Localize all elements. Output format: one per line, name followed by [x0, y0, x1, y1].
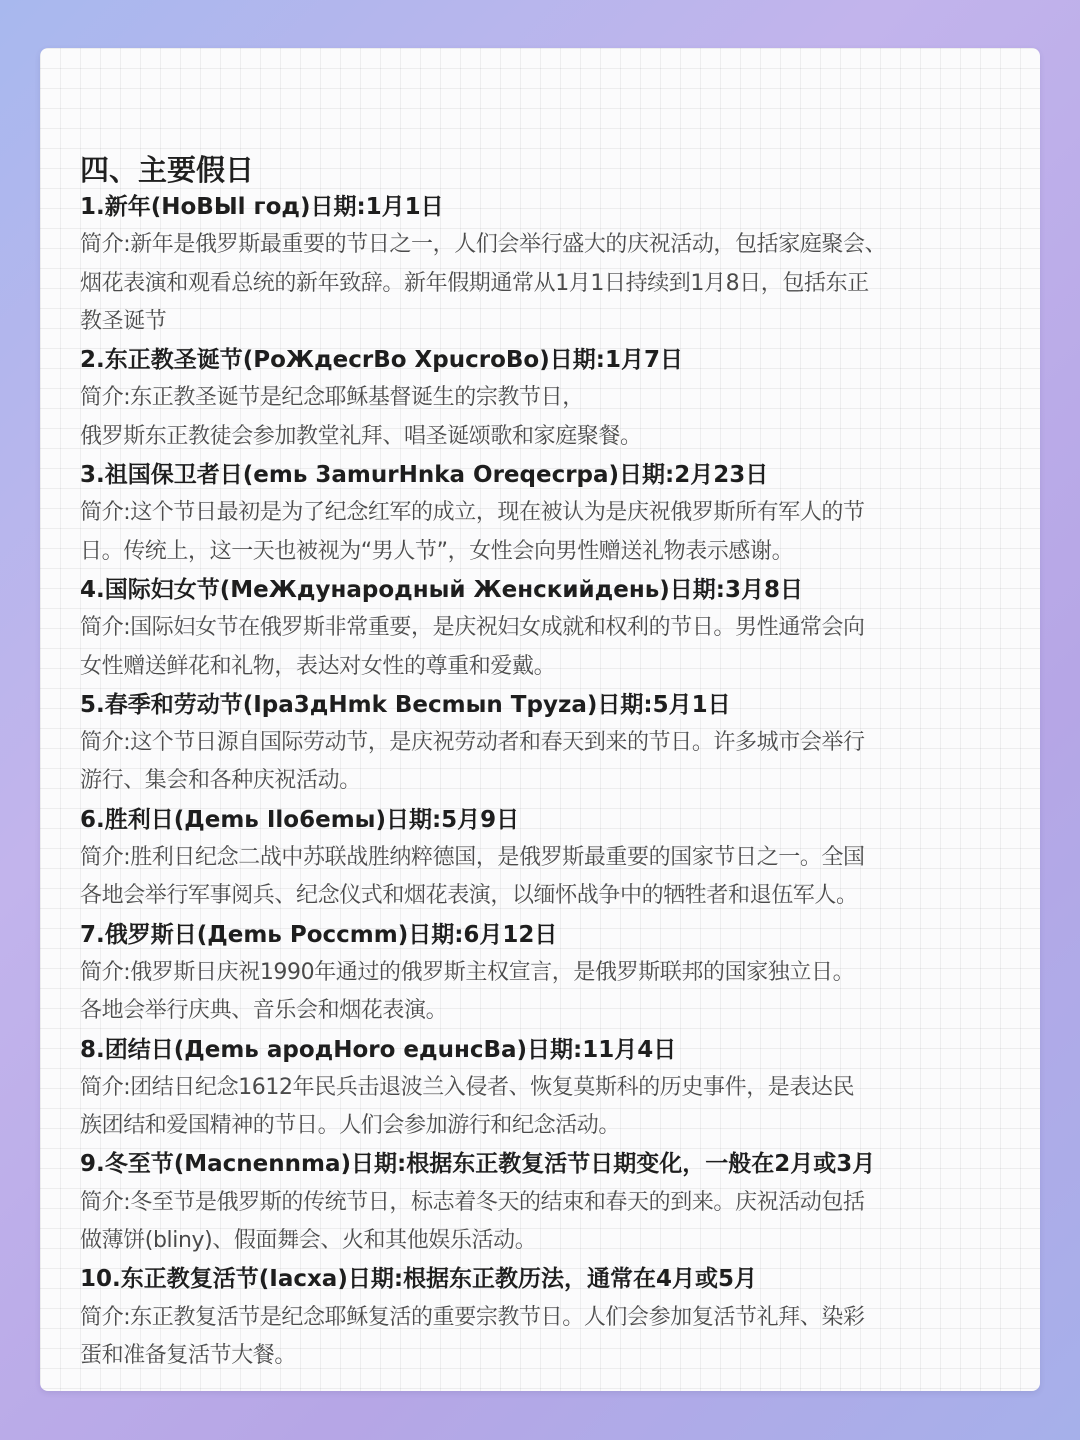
holiday-title: 5.春季和劳动节(Ipa3дHmk Becmыn Tpyza)日期:5月1日	[80, 691, 731, 718]
description-line: 简介:东正教复活节是纪念耶稣复活的重要宗教节日。人们会参加复活节礼拜、染彩	[80, 1304, 865, 1330]
description-line: 各地会举行军事阅兵、纪念仪式和烟花表演，以缅怀战争中的牺牲者和退伍军人。	[80, 883, 858, 909]
holiday-item-3	[80, 456, 1000, 571]
description-line: 游行、集会和各种庆祝活动。	[80, 768, 361, 794]
description-line: 教圣诞节	[80, 308, 167, 334]
holiday-title: 8.团结日(Деmь apoдHoro eдuнcBa)日期:11月4日	[80, 1036, 677, 1063]
description-line: 蛋和准备复活节大餐。	[80, 1342, 297, 1368]
holiday-item-6	[80, 801, 1000, 916]
holiday-description	[80, 226, 1000, 341]
holiday-item-5	[80, 686, 1000, 801]
description-line: 简介:俄罗斯日庆祝1990年通过的俄罗斯主权宣言，是俄罗斯联邦的国家独立日。	[80, 959, 855, 985]
description-line: 简介:国际妇女节在俄罗斯非常重要，是庆祝妇女成就和权利的节日。男性通常会向	[80, 615, 865, 641]
holiday-description	[80, 839, 1000, 916]
holiday-title: 2.东正教圣诞节(PoЖдecrBo XpucroBo)日期:1月7日	[80, 347, 683, 374]
holiday-title: 4.国际妇女节(MeЖдународный Женскийдень)日期:3月8日	[80, 576, 803, 603]
holiday-item-9	[80, 1145, 1000, 1260]
holiday-title: 9.冬至节(Macnennma)日期:根据东正教复活节日期变化，一般在2月或3月	[80, 1151, 876, 1178]
holiday-item-7	[80, 916, 1000, 1031]
description-line: 各地会举行庆典、音乐会和烟花表演。	[80, 998, 448, 1024]
holiday-description	[80, 494, 1000, 571]
holiday-description	[80, 1299, 1000, 1376]
section-heading: 四、主要假日	[80, 153, 255, 187]
description-line: 简介:冬至节是俄罗斯的传统节日，标志着冬天的结束和春天的到来。庆祝活动包括	[80, 1189, 865, 1215]
description-line: 烟花表演和观看总统的新年致辞。新年假期通常从1月1日持续到1月8日，包括东正	[80, 270, 869, 296]
content-card	[40, 48, 1040, 1391]
holiday-item-4	[80, 571, 1000, 686]
holiday-description	[80, 1069, 1000, 1146]
holiday-title: 7.俄罗斯日(Деmь Poccmm)日期:6月12日	[80, 921, 558, 948]
description-line: 简介:胜利日纪念二战中苏联战胜纳粹德国，是俄罗斯最重要的国家节日之一。全国	[80, 845, 865, 871]
holiday-description	[80, 379, 1000, 456]
holiday-item-2	[80, 341, 1000, 456]
description-line: 女性赠送鲜花和礼物，表达对女性的尊重和爱戴。	[80, 653, 556, 679]
description-line: 做薄饼(bliny)、假面舞会、火和其他娱乐活动。	[80, 1228, 537, 1254]
holiday-item-8	[80, 1031, 1000, 1146]
description-line: 简介:这个节日源自国际劳动节，是庆祝劳动者和春天到来的节日。许多城市会举行	[80, 730, 865, 756]
holiday-description	[80, 609, 1000, 686]
holiday-title: 10.东正教复活节(Iacxa)日期:根据东正教历法，通常在4月或5月	[80, 1266, 758, 1293]
holiday-title: 1.新年(HoBЫl год)日期:1月1日	[80, 194, 444, 220]
description-line: 简介:新年是俄罗斯最重要的节日之一，人们会举行盛大的庆祝活动，包括家庭聚会、	[80, 232, 887, 258]
description-line: 简介:团结日纪念1612年民兵击退波兰入侵者、恢复莫斯科的历史事件，是表达民	[80, 1074, 855, 1100]
holiday-title: 6.胜利日(Деmь Ilo6emы)日期:5月9日	[80, 806, 520, 833]
description-line: 简介:东正教圣诞节是纪念耶稣基督诞生的宗教节日，	[80, 385, 584, 411]
holiday-description	[80, 724, 1000, 801]
holiday-description	[80, 954, 1000, 1031]
description-line: 俄罗斯东正教徒会参加教堂礼拜、唱圣诞颂歌和家庭聚餐。	[80, 423, 642, 449]
description-line: 族团结和爱国精神的节日。人们会参加游行和纪念活动。	[80, 1113, 621, 1139]
holiday-item-1	[80, 188, 1000, 341]
holiday-title: 3.祖国保卫者日(emь 3amurHnka Oreqecrpa)日期:2月23日	[80, 462, 769, 489]
description-line: 简介:这个节日最初是为了纪念红军的成立，现在被认为是庆祝俄罗斯所有军人的节	[80, 500, 865, 526]
description-line: 日。传统上，这一天也被视为“男人节”，女性会向男性赠送礼物表示感谢。	[80, 538, 794, 564]
holiday-description	[80, 1184, 1000, 1261]
holiday-item-10	[80, 1260, 1000, 1375]
